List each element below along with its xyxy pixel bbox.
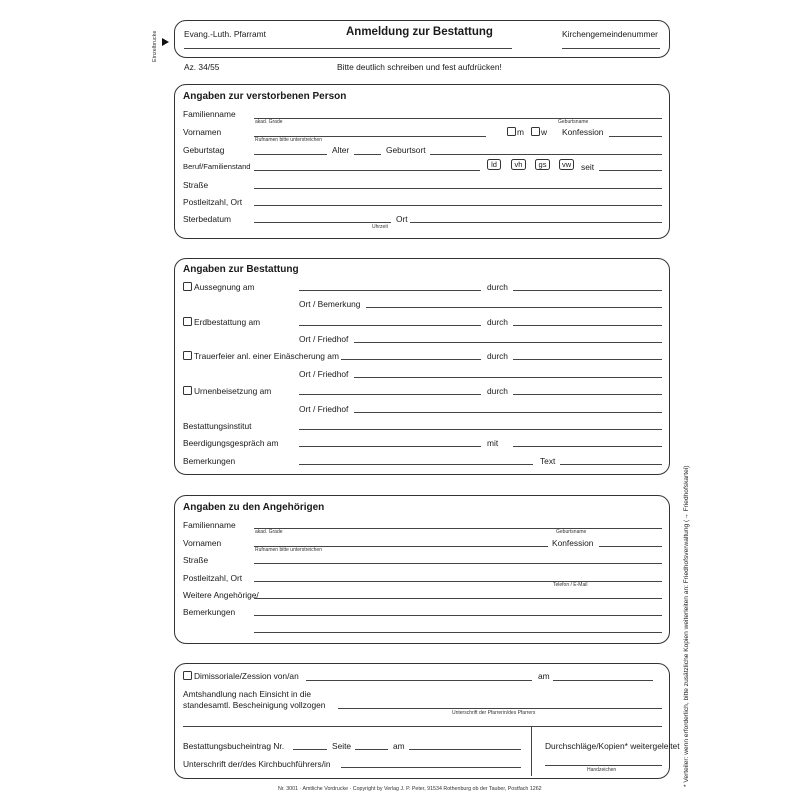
relative-surname-label: Familienname bbox=[183, 520, 236, 530]
earth-burial-date-field[interactable] bbox=[299, 325, 481, 326]
consecration-checkbox[interactable] bbox=[183, 282, 192, 291]
side-label-left: Einzelbrucke bbox=[152, 30, 158, 62]
distribution-note: * Verteiler: wenn erforderlich, bitte zusätzliche Kopien weiterleiten an: Friedhofsverwaltung (→ Friedhofskartei) bbox=[683, 465, 690, 787]
official-column-divider bbox=[531, 726, 532, 776]
death-date-label: Sterbedatum bbox=[183, 214, 231, 224]
relative-remarks-label: Bemerkungen bbox=[183, 607, 236, 617]
earth-burial-label: Erdbestattung am bbox=[194, 317, 261, 327]
postal-city-label: Postleitzahl, Ort bbox=[183, 197, 243, 207]
death-date-field[interactable] bbox=[254, 222, 391, 223]
consecration-place-label: Ort / Bemerkung bbox=[299, 299, 361, 309]
death-place-field[interactable] bbox=[410, 222, 662, 223]
other-relatives-label: Weitere Angehörige/ bbox=[183, 590, 259, 600]
urn-burial-label: Urnenbeisetzung am bbox=[194, 386, 272, 396]
relative-birth-name-hint: Geburtsname bbox=[556, 529, 587, 535]
office-line bbox=[184, 48, 512, 49]
register-entry-label: Bestattungsbucheintrag Nr. bbox=[183, 741, 285, 751]
relative-surname-field[interactable] bbox=[254, 528, 662, 529]
relative-remarks-field-2[interactable] bbox=[254, 632, 662, 633]
cremation-place-label: Ort / Friedhof bbox=[299, 369, 349, 379]
relative-street-label: Straße bbox=[183, 555, 209, 565]
funeral-talk-with-field[interactable] bbox=[513, 446, 662, 447]
burial-heading: Angaben zur Bestattung bbox=[183, 264, 299, 275]
relative-call-name-hint: Rufnamen bitte unterstreichen bbox=[255, 547, 322, 553]
instruction-text: Bitte deutlich schreiben und fest aufdrücken! bbox=[337, 62, 502, 72]
dimissoriale-date-field[interactable] bbox=[553, 680, 653, 681]
registrar-signature-field[interactable] bbox=[341, 767, 521, 768]
consecration-place-field[interactable] bbox=[366, 307, 662, 308]
relative-postal-city-field[interactable] bbox=[254, 581, 662, 582]
earth-burial-by-field[interactable] bbox=[513, 325, 662, 326]
age-field[interactable] bbox=[354, 154, 381, 155]
birthplace-field[interactable] bbox=[430, 154, 662, 155]
female-label: w bbox=[541, 127, 548, 137]
official-divider bbox=[183, 726, 662, 727]
dimissoriale-checkbox[interactable] bbox=[183, 671, 192, 680]
parish-number-line bbox=[562, 48, 660, 49]
burial-remarks-label: Bemerkungen bbox=[183, 456, 236, 466]
relative-remarks-field[interactable] bbox=[254, 615, 662, 616]
street-label: Straße bbox=[183, 180, 209, 190]
status-tag-vh[interactable]: vh bbox=[511, 159, 526, 170]
burial-remarks-field[interactable] bbox=[299, 464, 533, 465]
confession-label: Konfession bbox=[562, 127, 604, 137]
cremation-by-label: durch bbox=[487, 351, 508, 361]
relative-postal-city-label: Postleitzahl, Ort bbox=[183, 573, 243, 583]
birthday-field[interactable] bbox=[254, 154, 327, 155]
pastor-signature-field[interactable] bbox=[338, 708, 662, 709]
act-label-line1: Amtshandlung nach Einsicht in die bbox=[183, 689, 312, 699]
funeral-talk-with-label: mit bbox=[487, 438, 499, 448]
status-tag-ld[interactable]: ld bbox=[487, 159, 501, 170]
triangle-marker-icon bbox=[162, 38, 169, 46]
phone-email-hint: Telefon / E-Mail bbox=[553, 582, 588, 588]
form-title: Anmeldung zur Bestattung bbox=[346, 26, 493, 38]
cremation-label: Trauerfeier anl. einer Einäscherung am bbox=[194, 351, 339, 361]
burial-text-label: Text bbox=[540, 456, 556, 466]
relative-street-field[interactable] bbox=[254, 563, 662, 564]
undertaker-label: Bestattungsinstitut bbox=[183, 421, 252, 431]
burial-text-field[interactable] bbox=[560, 464, 662, 465]
dimissoriale-on-label: am bbox=[538, 671, 550, 681]
register-date-field[interactable] bbox=[409, 749, 521, 750]
earth-burial-by-label: durch bbox=[487, 317, 508, 327]
parish-number-label: Kirchengemeindenummer bbox=[562, 29, 658, 39]
page-label: Seite bbox=[332, 741, 352, 751]
urn-burial-checkbox[interactable] bbox=[183, 386, 192, 395]
register-on-label: am bbox=[393, 741, 405, 751]
act-label-line2: standesamtl. Bescheinigung vollzogen bbox=[183, 700, 326, 710]
birthplace-label: Geburtsort bbox=[386, 145, 426, 155]
since-label: seit bbox=[581, 162, 595, 172]
status-tag-gs[interactable]: gs bbox=[535, 159, 550, 170]
relatives-section bbox=[174, 495, 670, 644]
urn-burial-place-field[interactable] bbox=[354, 412, 662, 413]
confession-field[interactable] bbox=[609, 136, 662, 137]
academic-hint: akad. Grade bbox=[255, 119, 283, 125]
male-label: m bbox=[517, 127, 524, 137]
funeral-talk-date-field[interactable] bbox=[299, 446, 481, 447]
page-field[interactable] bbox=[355, 749, 388, 750]
office-label: Evang.-Luth. Pfarramt bbox=[184, 29, 266, 39]
urn-burial-by-label: durch bbox=[487, 386, 508, 396]
registrar-signature-label: Unterschrift der/des Kirchbuchführers/in bbox=[183, 759, 331, 769]
undertaker-field[interactable] bbox=[299, 429, 662, 430]
footer-copyright: Nr. 3001 · Amtliche Vordrucke · Copyright by Verlag J. P. Peter, 91534 Rothenburg ob der Tauber, Postfach 1262 bbox=[278, 786, 542, 792]
urn-burial-by-field[interactable] bbox=[513, 394, 662, 395]
earth-burial-place-label: Ort / Friedhof bbox=[299, 334, 349, 344]
earth-burial-place-field[interactable] bbox=[354, 342, 662, 343]
consecration-date-field[interactable] bbox=[299, 290, 481, 291]
initials-hint: Handzeichen bbox=[587, 767, 617, 773]
relative-academic-hint: akad. Grade bbox=[255, 529, 283, 535]
initials-field[interactable] bbox=[545, 765, 662, 766]
birth-name-hint: Geburtsname bbox=[558, 119, 589, 125]
consecration-by-label: durch bbox=[487, 282, 508, 292]
occupation-label: Beruf/Familienstand bbox=[183, 162, 251, 171]
consecration-by-field[interactable] bbox=[513, 290, 662, 291]
first-names-label: Vornamen bbox=[183, 127, 222, 137]
male-checkbox[interactable] bbox=[507, 127, 516, 136]
postal-city-field[interactable] bbox=[254, 205, 662, 206]
surname-field[interactable] bbox=[254, 118, 662, 119]
reference-label: Az. 34/55 bbox=[184, 62, 220, 72]
relative-confession-field[interactable] bbox=[599, 546, 662, 547]
relative-first-names-label: Vornamen bbox=[183, 538, 222, 548]
deceased-heading: Angaben zur verstorbenen Person bbox=[183, 91, 347, 102]
cremation-place-field[interactable] bbox=[354, 377, 662, 378]
since-field[interactable] bbox=[599, 170, 662, 171]
copies-forwarded-label: Durchschläge/Kopien* weitergeleitet bbox=[545, 741, 680, 751]
death-place-label: Ort bbox=[396, 214, 408, 224]
surname-label: Familienname bbox=[183, 109, 236, 119]
other-relatives-field[interactable] bbox=[254, 598, 662, 599]
urn-burial-date-field[interactable] bbox=[299, 394, 481, 395]
cremation-by-field[interactable] bbox=[513, 359, 662, 360]
cremation-date-field[interactable] bbox=[341, 359, 481, 360]
earth-burial-checkbox[interactable] bbox=[183, 317, 192, 326]
cremation-checkbox[interactable] bbox=[183, 351, 192, 360]
street-field[interactable] bbox=[254, 188, 662, 189]
age-label: Alter bbox=[332, 145, 350, 155]
dimissoriale-label: Dimissoriale/Zession von/an bbox=[194, 671, 299, 681]
occupation-field[interactable] bbox=[254, 170, 480, 171]
call-name-hint: Rufnamen bitte unterstreichen bbox=[255, 137, 322, 143]
relatives-heading: Angaben zu den Angehörigen bbox=[183, 502, 325, 513]
female-checkbox[interactable] bbox=[531, 127, 540, 136]
time-hint: Uhrzeit bbox=[372, 224, 388, 230]
consecration-label: Aussegnung am bbox=[194, 282, 255, 292]
birthday-label: Geburtstag bbox=[183, 145, 225, 155]
register-entry-field[interactable] bbox=[293, 749, 327, 750]
relative-confession-label: Konfession bbox=[552, 538, 594, 548]
status-tag-vw[interactable]: vw bbox=[559, 159, 574, 170]
urn-burial-place-label: Ort / Friedhof bbox=[299, 404, 349, 414]
dimissoriale-field[interactable] bbox=[306, 680, 532, 681]
pastor-signature-hint: Unterschrift der Pfarrerin/des Pfarrers bbox=[452, 710, 536, 716]
funeral-talk-label: Beerdigungsgespräch am bbox=[183, 438, 279, 448]
